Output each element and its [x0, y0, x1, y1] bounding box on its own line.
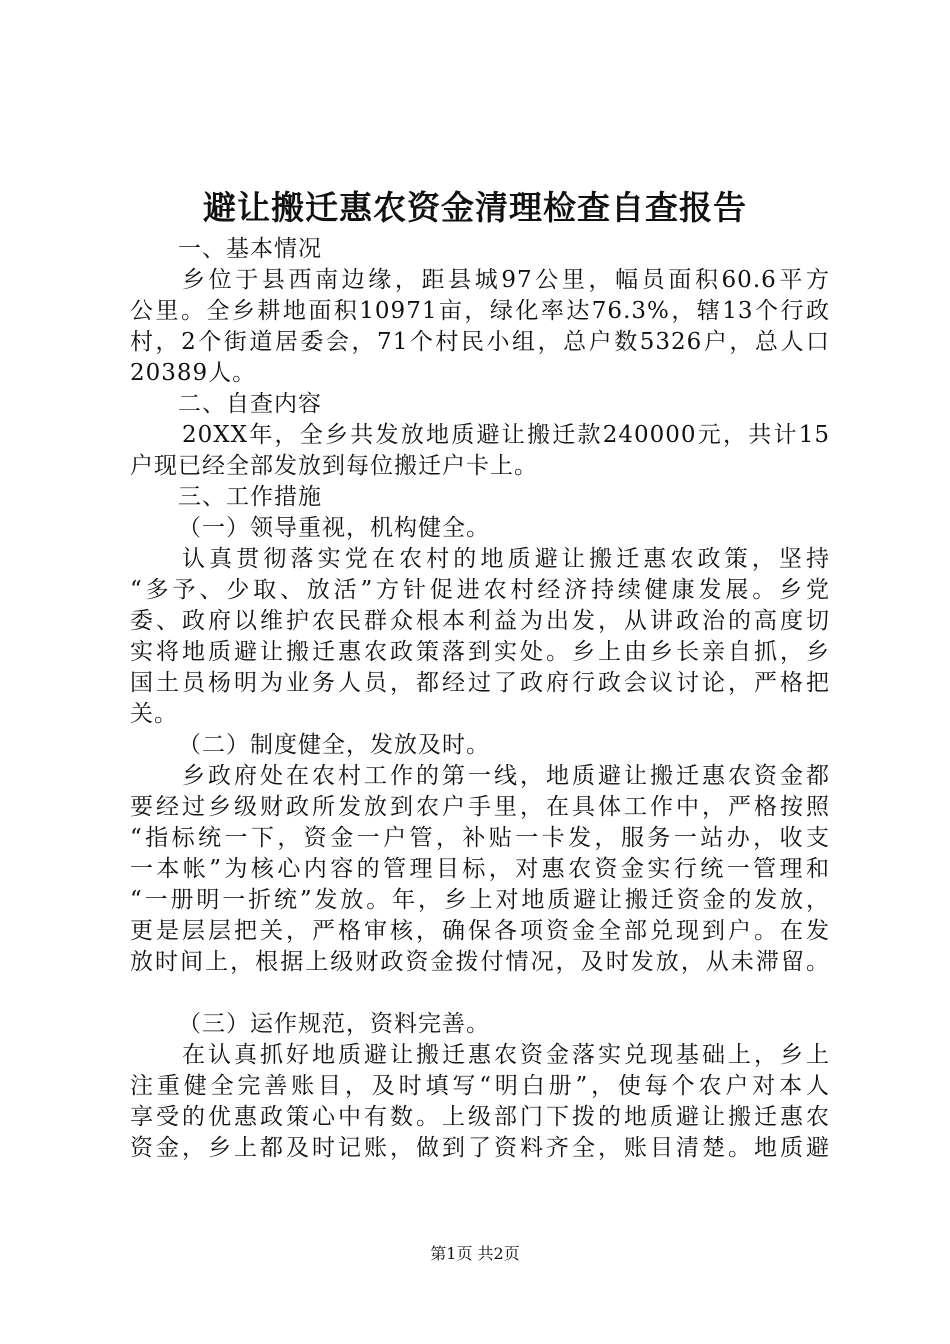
paragraph-line: 享受的优惠政策心中有数。上级部门下拨的地质避让搬迁惠农: [130, 1104, 830, 1130]
paragraph-line: 村，2个街道居委会，71个村民小组，总户数5326户，总人口: [130, 329, 830, 355]
subsection-heading: （二）制度健全，发放及时。: [178, 732, 490, 758]
document-body: [130, 234, 830, 1164]
paragraph-line: 要经过乡级财政所发放到农户手里，在具体工作中，严格按照: [130, 794, 830, 820]
paragraph-line: 公里。全乡耕地面积10971亩，绿化率达76.3%，辖13个行政: [130, 298, 830, 324]
subsection-heading: （三）运作规范，资料完善。: [178, 1011, 490, 1037]
paragraph-line: 乡位于县西南边缘，距县城97公里，幅员面积60.6平方: [182, 267, 830, 293]
paragraph-line: “指标统一下，资金一户管，补贴一卡发，服务一站办，收支: [130, 825, 830, 851]
section-heading-self-check: 二、自查内容: [178, 391, 322, 417]
section-heading-basic: 一、基本情况: [178, 236, 322, 262]
page-footer: 第1页 共2页: [430, 1244, 520, 1263]
paragraph-line: “一册明一折统”发放。年，乡上对地质避让搬迁资金的发放，: [130, 887, 830, 913]
paragraph-line: “多予、少取、放活”方针促进农村经济持续健康发展。乡党: [130, 577, 830, 603]
paragraph-line: 更是层层把关，严格审核，确保各项资金全部兑现到户。在发: [130, 918, 830, 944]
paragraph-line: 20XX年，全乡共发放地质避让搬迁款240000元，共计15: [182, 422, 830, 448]
paragraph-line: 国土员杨明为业务人员，都经过了政府行政会议讨论，严格把: [130, 670, 830, 696]
paragraph-line: 资金，乡上都及时记账，做到了资料齐全，账目清楚。地质避: [130, 1135, 830, 1161]
section-heading-measures: 三、工作措施: [178, 484, 322, 510]
paragraph-line: 乡政府处在农村工作的第一线，地质避让搬迁惠农资金都: [182, 763, 830, 789]
paragraph-gap: [130, 978, 830, 1009]
paragraph-line: 一本帐”为核心内容的管理目标，对惠农资金实行统一管理和: [130, 856, 830, 882]
paragraph-line: 认真贯彻落实党在农村的地质避让搬迁惠农政策，坚持: [182, 546, 830, 572]
paragraph-line: 注重健全完善账目，及时填写“明白册”，使每个农户对本人: [130, 1073, 830, 1099]
paragraph-line: 20389人。: [130, 360, 257, 386]
subsection-heading: （一）领导重视，机构健全。: [178, 515, 490, 541]
paragraph-line: 户现已经全部发放到每位搬迁户卡上。: [130, 453, 538, 479]
paragraph-line: 实将地质避让搬迁惠农政策落到实处。乡上由乡长亲自抓，乡: [130, 639, 830, 665]
paragraph-line: 在认真抓好地质避让搬迁惠农资金落实兑现基础上，乡上: [182, 1042, 830, 1068]
paragraph-line: 委、政府以维护农民群众根本利益为出发，从讲政治的高度切: [130, 608, 830, 634]
paragraph-line: 关。: [130, 701, 178, 727]
paragraph-line: 放时间上，根据上级财政资金拨付情况，及时发放，从未滞留。: [130, 949, 830, 975]
document-title: 避让搬迁惠农资金清理检查自查报告: [203, 188, 747, 227]
